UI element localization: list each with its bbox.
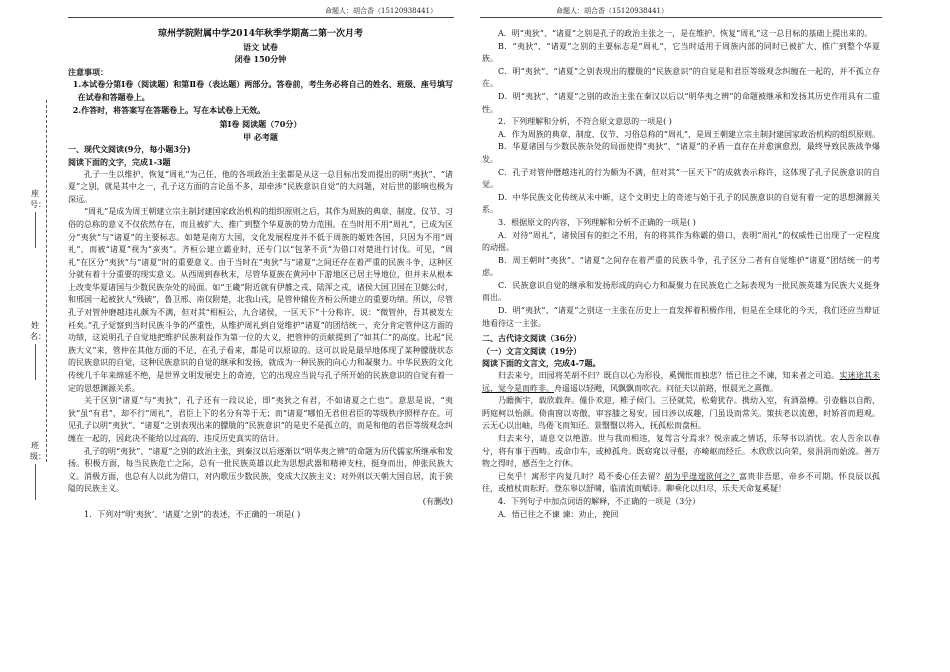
question-2-option-a: A．作为周族的典章、制度、仪节、习俗总称的“周礼”，是周王朝建立宗主制封建国家政治机构的组织原则。 [498, 129, 880, 139]
question-2-option-b: B．华夏诸国与少数民族杂处的局面使得“夷狄”、“诸夏”的矛盾一直存在并愈演愈烈，最终导致民族战争爆发。 [482, 142, 880, 164]
exam-title: 琼州学院附属中学2014年秋季学期高二第一次月考 [157, 29, 364, 39]
question-2-option-c: C．孔子对管仲僭越违礼的行为颇为不满，但对其“一匡天下”的成就表示称许，这体现了孔子民族意识的自觉。 [482, 167, 880, 190]
name-field[interactable] [30, 320, 46, 380]
binding-line [46, 100, 47, 462]
notice-heading: 注意事项： [68, 66, 108, 77]
passage-paragraph-1: 孔子一生以维护、恢复“周礼”为己任，他的各项政治主张都是从这一总目标出发而提出的明“夷狄”、“诸夏”之别，就是其中之一，孔子这方面的言论虽不多，却牵涉“民族意识自觉”的大问题，对后世的影响也极为深远。 [68, 169, 453, 204]
header-author-left: 命题人：胡合香（15120938441） [325, 7, 437, 15]
exam-subject: 语文 试卷 [243, 41, 278, 52]
right-column [482, 28, 880, 521]
question-1-option-d: D．明“夷狄”、“诸夏”之别的政治主张在秦汉以后以“明华夷之辨”的命题被继承和发扬其历史作用具有二重性。 [482, 91, 880, 114]
class-label: 班级： [30, 441, 46, 461]
header-author-right: 命题人：胡合香（15120938441） [556, 7, 668, 15]
passage-paragraph-3: 关于区别“诸夏”与“夷狄”，孔子还有一段议论，即“夷狄之有君，不如诸夏之亡也”。意思是说，“夷狄”虽“有君”，却不行“周礼”，君臣上下的名分有等于无；而“诸夏”哪怕无君但君臣的等级秩序照样存在。可见孔子以明“夷狄”、“诸夏”之别表现出来的朦胧的“民族意识”的是史不是孤立的，而是和他的君臣等级观念纠缠在一起的，因此决不能给以过高的、违反历史真实的估计。 [68, 396, 453, 443]
question-3: 3．根据原文的内容，下列理解和分析不正确的一项是( ) [498, 217, 696, 227]
section2-instruction: 阅读下面的文言文，完成4-7题。 [482, 358, 601, 369]
seat-number-field[interactable] [30, 188, 46, 248]
class-field[interactable] [30, 440, 46, 500]
question-1: 1．下列对“明‘夷狄’、‘诸夏’之别”的表述，不正确的一项是( ) [84, 509, 301, 519]
exam-info: 闭卷 150分钟 [234, 54, 287, 65]
section2-title: 二、古代诗文阅读（36分） [482, 333, 582, 344]
underlined-sentence-1: 实迷途其未远，觉今是而昨非。 [482, 371, 881, 393]
classical-paragraph-1: 归去来兮，田园将芜胡不归？既自以心为形役，奚惆怅而独悲？悟已往之不谏，知来者之可追。实迷途其未远，觉今是而昨非。舟遥遥以轻飏，风飘飘而吹衣。问征夫以前路，恨晨光之熹微。 [482, 371, 881, 393]
question-1-option-a: A．明“夷狄”、“诸夏”之别是孔子的政治主张之一，是在维护、恢复“周礼”这一总目标的基础上提出来的。 [498, 29, 873, 38]
section1-instruction: 阅读下面的文字，完成1-3题 [68, 156, 171, 167]
question-3-option-c: C．民族意识自觉的继承和发扬形成的向心力和凝聚力在民族危亡之际表现为一批民族英雄为民族大义挺身而出。 [482, 280, 880, 303]
notice-item-1: 1.本试卷分第Ⅰ卷（阅读题）和第Ⅱ卷（表达题）两部分。答卷前，考生务必将自己的姓名、班级、座号填写在试卷和答题卷上。 [72, 79, 453, 102]
passage-paragraph-4: 孔子的明“夷狄”、“诸夏”之别的政治主张，到秦汉以后逐渐以“明华夷之辨”的命题为历代儒家所继承和发扬。积极方面，每当民族危亡之际，总有一批民族英雄以此为思想武器和精神支柱，挺身而出，伸张民族大义。消极方面，也总有人以此为借口，对内歌压少数民族，变成大汉族主义；对外则以天朝大国自居，流于狭隘的民族主义。 [68, 446, 453, 494]
header-rule-right [480, 17, 882, 18]
seat-label: 座号： [30, 189, 46, 209]
question-1-option-b: B．“夷狄”、“诸夏”之别的主要标志是“周礼”，它当时适用于周族内部的同时已被扩大、推广到整个华夏族。 [482, 41, 880, 64]
notice-item-2: 2.作答时，将答案写在答题卷上。写在本试卷上无效。 [72, 104, 266, 115]
part1-subtitle: 甲 必考题 [243, 131, 278, 142]
question-4-option-a: A．悟已往之不谏 谏：劝止，挽回 [498, 509, 619, 519]
question-4: 4．下列句子中加点词语的解释，不正确的一项是（3分） [498, 496, 701, 506]
question-2: 2．下列理解和分析，不符合原文意思的一项是( ) [498, 117, 672, 127]
left-column [68, 28, 453, 521]
section1-title: 一、现代文阅读(9分，每小题3分) [68, 144, 191, 155]
passage-paragraph-2: “周礼”是成为周王朝建立宗主制封建国家政治机构的组织原则之后，其作为周族的典章、制度、仪节、习俗的总称的意义不仅依然存在，而且被扩大、推广到整个华夏族的势力范围。在当时用不用“周礼”，已成为区分“夷狄”与“诸夏”的主要标志。如楚是南方大国，文化发展程度并不低于周族的姬姓各国，只因为不用“周礼”，而被“诸夏”视为“蛮夷”。齐桓公建立霸业时，还专门以“包茅不贡”为借口对楚进行讨伐。可见，“周礼”在区分“夷狄”与“诸夏”时的重要意义。由于当时在“夷狄”与“诸夏”之间还存在着严重的民族斗争，这种区分就有着十分重要的现实意义。从西周到春秋末，尽管华夏族在黄河中下游地区已居主导地位，但并未从根本上改变华夏诸国与少数民族杂处的局面。如“王畿”附近就有伊雒之戎、陆浑之戎，诸侯大国卫国在卫懿公时，和邢国一起被狄人“残破”，鲁卫邢、南仅附楚，北我山戎，是管仲辅佐齐桓公所建立的重要功绩。所以，尽管孔子对管仲磨越违礼颇为不满，但对其“相桓公，九合诸侯，一匡天下”十分称许，说：“微管仲，吾其被发左衽矣。”孔子觉察到当时民族斗争的严重性，从维护周礼到自觉维护“诸夏”的团结统一，充分肯定管仲这方面的功绩，这说明孔子自觉地把维护民族利益作为第一位的大义，把管仲的贡献提到了“如其仁”的高度。比起“民族大义”来，管仲在其他方面的不足，在孔子看来，都是可以原谅的。这可以说是最早地体现了某种朦胧状态的民族意识的自觉，这种民族意识的自觉的继承和发扬，就成为一种民族的向心力和凝聚力。中华民族的文化传统几千年来绵延不绝，是世界文明发展史上的奇迹，它的出现应当说与孔子所开始的民族意识的自觉有着一定的思想渊源关系。 [68, 207, 453, 393]
section2-subtitle: （一）文言文阅读（19分） [482, 345, 582, 356]
question-2-option-d: D．中华民族文化传统从未中断，这个文明史上的奇迹与始于孔子的民族意识的自觉有着一定的思想渊源关系。 [482, 192, 880, 215]
passage-source-note: (有删改) [422, 496, 453, 506]
classical-paragraph-2: 乃瞻衡宇，载欣载奔。僮仆欢迎，稚子候门。三径就荒，松菊犹存。携幼入室，有酒盈樽。引壶觞以自酌，眄庭柯以怡颜。倚南窗以寄傲，审容膝之易安。园日涉以成趣，门虽设而常关。策扶老以流憩，时矫首而遐观。云无心以出岫，鸟倦飞而知还。景翳翳以将入，抚孤松而盘桓。 [482, 396, 880, 431]
name-label: 姓名： [30, 321, 46, 341]
underlined-sentence-2: 胡为乎遑遑欲何之？ [664, 471, 740, 481]
classical-paragraph-4: 已矣乎！寓形宇内复几时？曷不委心任去留？胡为乎遑遑欲何之？富贵非吾愿，帝乡不可期。怀良辰以孤往，或植杖而耘耔。登东皋以舒啸，临清流而赋诗。聊乘化以归尽，乐夫天命复奚疑！ [482, 471, 881, 494]
question-3-option-b: B．周王朝时“夷狄”、“诸夏”之间存在着严重的民族斗争，孔子区分二者有自觉维护“诸夏”团结统一的考虑。 [482, 255, 880, 278]
question-3-option-a: A．对待“周礼”，诸侯国有的拒之不用，有的将其作为称霸的借口，表明“周礼”的权威性已出现了一定程度的动摇。 [482, 230, 880, 253]
classical-paragraph-3: 归去来兮，请息交以绝游。世与我而相违，复驾言兮焉求？悦亲戚之情话，乐琴书以消忧。农人告余以春兮，将有事于西畴。或命巾车，或棹孤舟。既窈窕以寻壑，亦崎岖而经丘。木欣欣以向荣，泉涓涓而始流。善万物之得时，感吾生之行休。 [482, 434, 880, 469]
part1-title: 第Ⅰ卷 阅读题（70分） [219, 119, 302, 130]
question-1-option-c: C．明“夷狄”、“诸夏”之别表现出的朦胧的“民族意识”的自觉是和君臣等级观念纠缠在一起的，并不孤立存在。 [482, 66, 880, 89]
header-rule-left [68, 17, 454, 18]
question-3-option-d: D．明“夷狄”、“诸夏”之别这一主张在历史上一直发挥着积极作用，但是在全球化的今天，我们还应当辩证地看待这一主张。 [482, 306, 880, 328]
